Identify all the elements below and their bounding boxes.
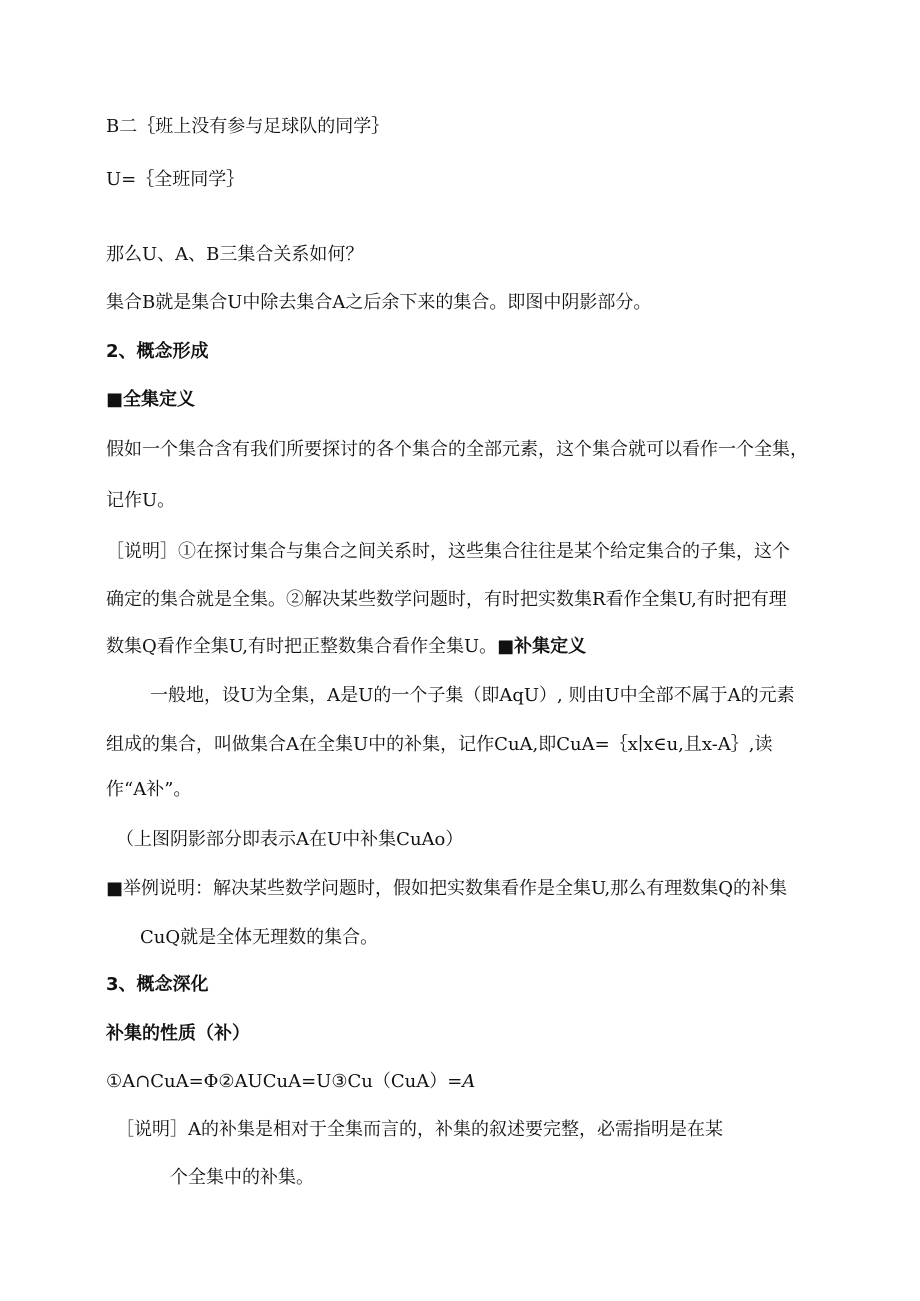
universal-set-definition-line-1: 假如一个集合含有我们所要探讨的各个集合的全部元素，这个集合就可以看作一个全集， [106, 439, 808, 460]
complement-properties-formula [106, 1070, 475, 1094]
figure-note: （上图阴影部分即表示A在U中补集CuAo） [116, 829, 464, 850]
note-1-line-2: 确定的集合就是全集。②解决某些数学问题时，有时把实数集R看作全集U,有时把有理 [106, 589, 787, 610]
properties-formula-text: ①A∩CuA=Φ②AUCuA=U③Cu（CuA）= [106, 1071, 463, 1092]
complement-definition-line-2: 组成的集合，叫做集合A在全集U中的补集，记作CuA,即CuA=｛x∣x∈u,且x-A｝,读 [106, 734, 773, 755]
complement-properties-heading: 补集的性质（补） [106, 1023, 250, 1044]
complement-definition-line-1: 一般地，设U为全集，A是U的一个子集（即AqU）, 则由U中全部不属于A的元素 [150, 685, 795, 706]
note-2-line-1: ［说明］A的补集是相对于全集而言的，补集的叙述要完整，必需指明是在某 [116, 1119, 723, 1140]
universal-set-definition-line-2: 记作U。 [106, 490, 176, 511]
note-2-line-2: 个全集中的补集。 [170, 1167, 314, 1188]
b-set-definition: B二｛班上没有参与足球队的同学｝ [106, 116, 390, 137]
note-1-line-3-text: 数集Q看作全集U,有时把正整数集合看作全集U。 [106, 636, 498, 657]
example-line-1: ■举例说明：解决某些数学问题时，假如把实数集看作是全集U,那么有理数集Q的补集 [106, 878, 787, 899]
u-set-definition: U=｛全班同学｝ [106, 169, 245, 190]
complement-heading: ■补集定义 [497, 636, 587, 657]
example-line-2: CuQ就是全体无理数的集合。 [140, 927, 379, 948]
properties-formula-tail: A [462, 1071, 476, 1092]
note-1-line-1: ［说明］①在探讨集合与集合之间关系时，这些集合往往是某个给定集合的子集，这个 [106, 541, 790, 562]
note-1-line-3 [106, 635, 586, 659]
section-heading-3: 3、概念深化 [106, 974, 209, 995]
universal-set-heading: ■全集定义 [106, 389, 196, 410]
section-heading-2: 2、概念形成 [106, 341, 209, 362]
relation-answer: 集合B就是集合U中除去集合A之后余下来的集合。即图中阴影部分。 [106, 292, 652, 313]
complement-definition-line-3: 作“A补”。 [106, 779, 192, 800]
relation-question: 那么U、A、B三集合关系如何？ [106, 244, 364, 265]
